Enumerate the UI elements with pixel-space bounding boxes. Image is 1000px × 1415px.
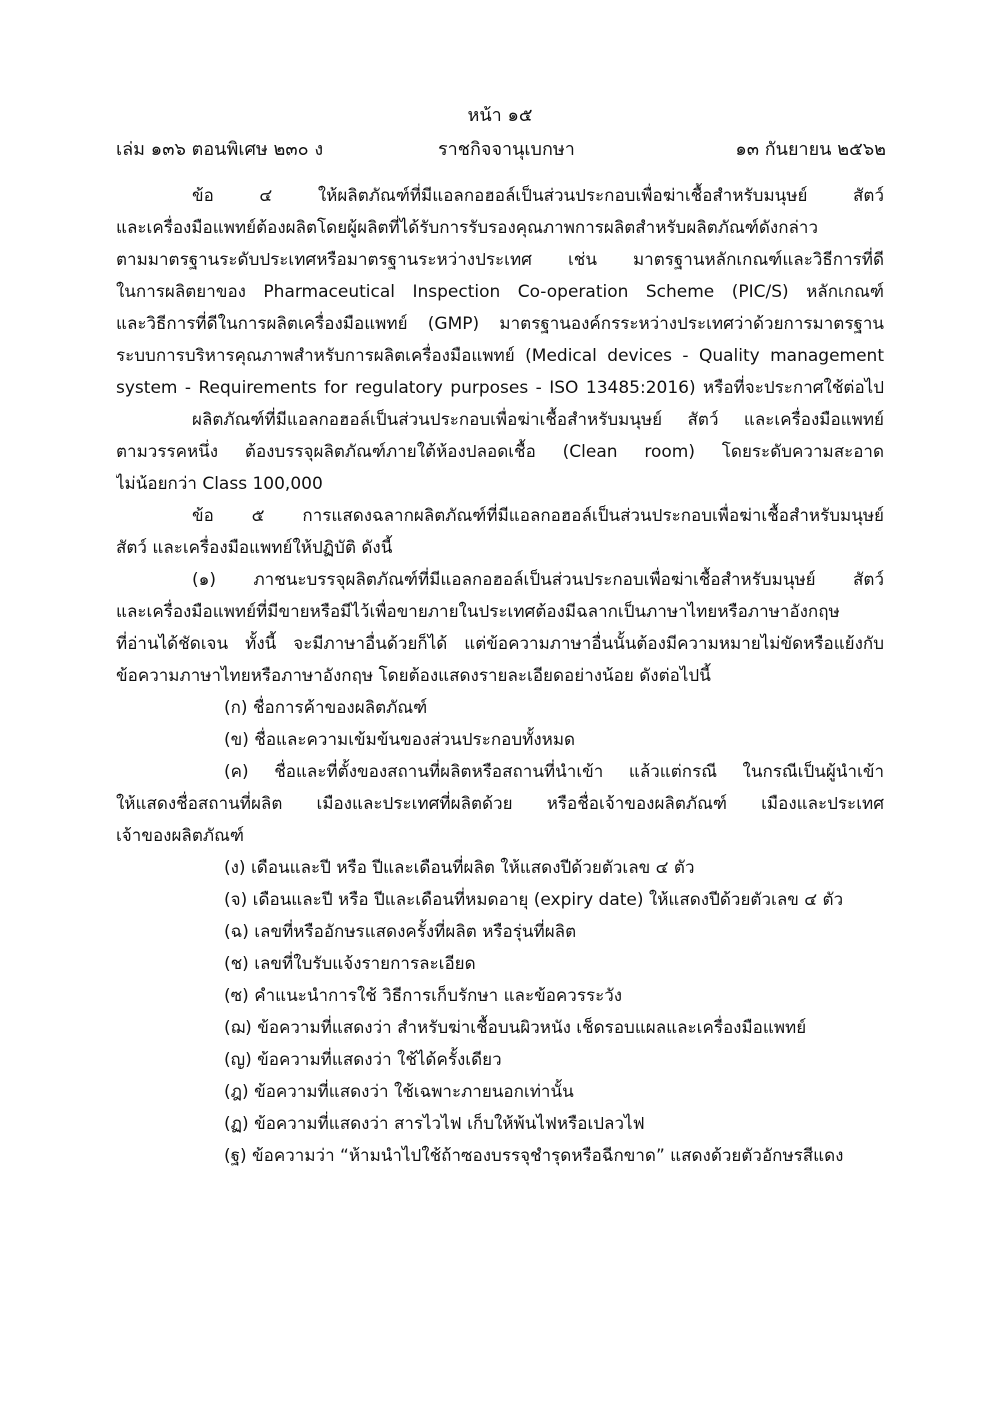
clause-4-line: ตามมาตรฐานระดับประเทศหรือมาตรฐานระหว่างประเทศ เช่น มาตรฐานหลักเกณฑ์และวิธีการที่ดี xyxy=(116,250,884,270)
clause-5-line: ข้อ ๕ การแสดงฉลากผลิตภัณฑ์ที่มีแอลกอฮอล์เป็นส่วนประกอบเพื่อฆ่าเชื้อสำหรับมนุษย์ xyxy=(192,506,884,526)
clause-4-line: ระบบการบริหารคุณภาพสำหรับการผลิตเครื่องมือแพทย์ (Medical devices - Quality management xyxy=(116,346,884,366)
subitem-c-line: เจ้าของผลิตภัณฑ์ xyxy=(116,826,244,846)
clause-4-para2-line: ไม่น้อยกว่า Class 100,000 xyxy=(116,474,323,494)
gazette-name: ราชกิจจานุเบกษา xyxy=(438,139,575,160)
subitem-f: (ฉ) เลขที่หรืออักษรแสดงครั้งที่ผลิต หรือรุ่นที่ผลิต xyxy=(224,922,577,942)
clause-4-line: และวิธีการที่ดีในการผลิตเครื่องมือแพทย์ (GMP) มาตรฐานองค์กรระหว่างประเทศว่าด้วยการมาตรฐาน xyxy=(116,314,884,334)
document-body xyxy=(116,180,884,1172)
subitem-a: (ก) ชื่อการค้าของผลิตภัณฑ์ xyxy=(224,698,428,718)
clause-5-item-1-line: และเครื่องมือแพทย์ที่มีขายหรือมีไว้เพื่อขายภายในประเทศต้องมีฉลากเป็นภาษาไทยหรือภาษาอังกฤษ xyxy=(116,602,840,622)
clause-4-para2-line: ผลิตภัณฑ์ที่มีแอลกอฮอล์เป็นส่วนประกอบเพื่อฆ่าเชื้อสำหรับมนุษย์ สัตว์ และเครื่องมือแพทย์ xyxy=(192,410,884,430)
clause-5-item-1-line: (๑) ภาชนะบรรจุผลิตภัณฑ์ที่มีแอลกอฮอล์เป็นส่วนประกอบเพื่อฆ่าเชื้อสำหรับมนุษย์ สัตว์ xyxy=(192,570,884,590)
publication-date: ๑๓ กันยายน ๒๕๖๒ xyxy=(735,139,886,160)
page-number: หน้า ๑๕ xyxy=(467,105,533,126)
clause-4-line: ในการผลิตยาของ Pharmaceutical Inspection Co-operation Scheme (PIC/S) หลักเกณฑ์ xyxy=(116,282,884,302)
clause-4-line: ข้อ ๔ ให้ผลิตภัณฑ์ที่มีแอลกอฮอล์เป็นส่วนประกอบเพื่อฆ่าเชื้อสำหรับมนุษย์ สัตว์ xyxy=(192,186,884,206)
clause-4-para2-line: ตามวรรคหนึ่ง ต้องบรรจุผลิตภัณฑ์ภายใต้ห้องปลอดเชื้อ (Clean room) โดยระดับความสะอาด xyxy=(116,442,884,462)
subitem-i: (ฌ) ข้อความที่แสดงว่า สำหรับฆ่าเชื้อบนผิวหนัง เช็ดรอบแผลและเครื่องมือแพทย์ xyxy=(224,1018,807,1038)
gazette-header xyxy=(116,134,886,162)
subitem-d: (ง) เดือนและปี หรือ ปีและเดือนที่ผลิต ให้แสดงปีด้วยตัวเลข ๔ ตัว xyxy=(224,858,695,878)
subitem-l: (ฏ) ข้อความที่แสดงว่า สารไวไฟ เก็บให้พ้นไฟหรือเปลวไฟ xyxy=(224,1114,645,1134)
subitem-k: (ฎ) ข้อความที่แสดงว่า ใช้เฉพาะภายนอกเท่านั้น xyxy=(224,1082,574,1102)
subitem-e: (จ) เดือนและปี หรือ ปีและเดือนที่หมดอายุ (expiry date) ให้แสดงปีด้วยตัวเลข ๔ ตัว xyxy=(224,890,844,910)
volume-info: เล่ม ๑๓๖ ตอนพิเศษ ๒๓๐ ง xyxy=(116,139,324,160)
subitem-j: (ญ) ข้อความที่แสดงว่า ใช้ได้ครั้งเดียว xyxy=(224,1050,502,1070)
subitem-c-line: ให้แสดงชื่อสถานที่ผลิต เมืองและประเทศที่ผลิตด้วย หรือชื่อเจ้าของผลิตภัณฑ์ เมืองและประเทศ xyxy=(116,794,884,814)
subitem-c-line: (ค) ชื่อและที่ตั้งของสถานที่ผลิตหรือสถานที่นำเข้า แล้วแต่กรณี ในกรณีเป็นผู้นำเข้า xyxy=(224,762,884,782)
clause-5-item-1-line: ข้อความภาษาไทยหรือภาษาอังกฤษ โดยต้องแสดงรายละเอียดอย่างน้อย ดังต่อไปนี้ xyxy=(116,666,711,686)
subitem-h: (ซ) คำแนะนำการใช้ วิธีการเก็บรักษา และข้อควรระวัง xyxy=(224,986,623,1006)
clause-4-line: system - Requirements for regulatory purposes - ISO 13485:2016) หรือที่จะประกาศใช้ต่อไป xyxy=(116,378,884,398)
subitem-b: (ข) ชื่อและความเข้มข้นของส่วนประกอบทั้งหมด xyxy=(224,730,576,750)
subitem-g: (ช) เลขที่ใบรับแจ้งรายการละเอียด xyxy=(224,954,476,974)
clause-4-line: และเครื่องมือแพทย์ต้องผลิตโดยผู้ผลิตที่ได้รับการรับรองคุณภาพการผลิตสำหรับผลิตภัณฑ์ดังกล่าว xyxy=(116,218,818,238)
clause-5-line: สัตว์ และเครื่องมือแพทย์ให้ปฏิบัติ ดังนี้ xyxy=(116,538,393,558)
clause-5-item-1-line: ที่อ่านได้ชัดเจน ทั้งนี้ จะมีภาษาอื่นด้วยก็ได้ แต่ข้อความภาษาอื่นนั้นต้องมีความหมายไม่ขัดหรือแย้งกับ xyxy=(116,634,884,654)
subitem-m: (ฐ) ข้อความว่า “ห้ามนำไปใช้ถ้าซองบรรจุชำรุดหรือฉีกขาด” แสดงด้วยตัวอักษรสีแดง xyxy=(224,1146,844,1166)
